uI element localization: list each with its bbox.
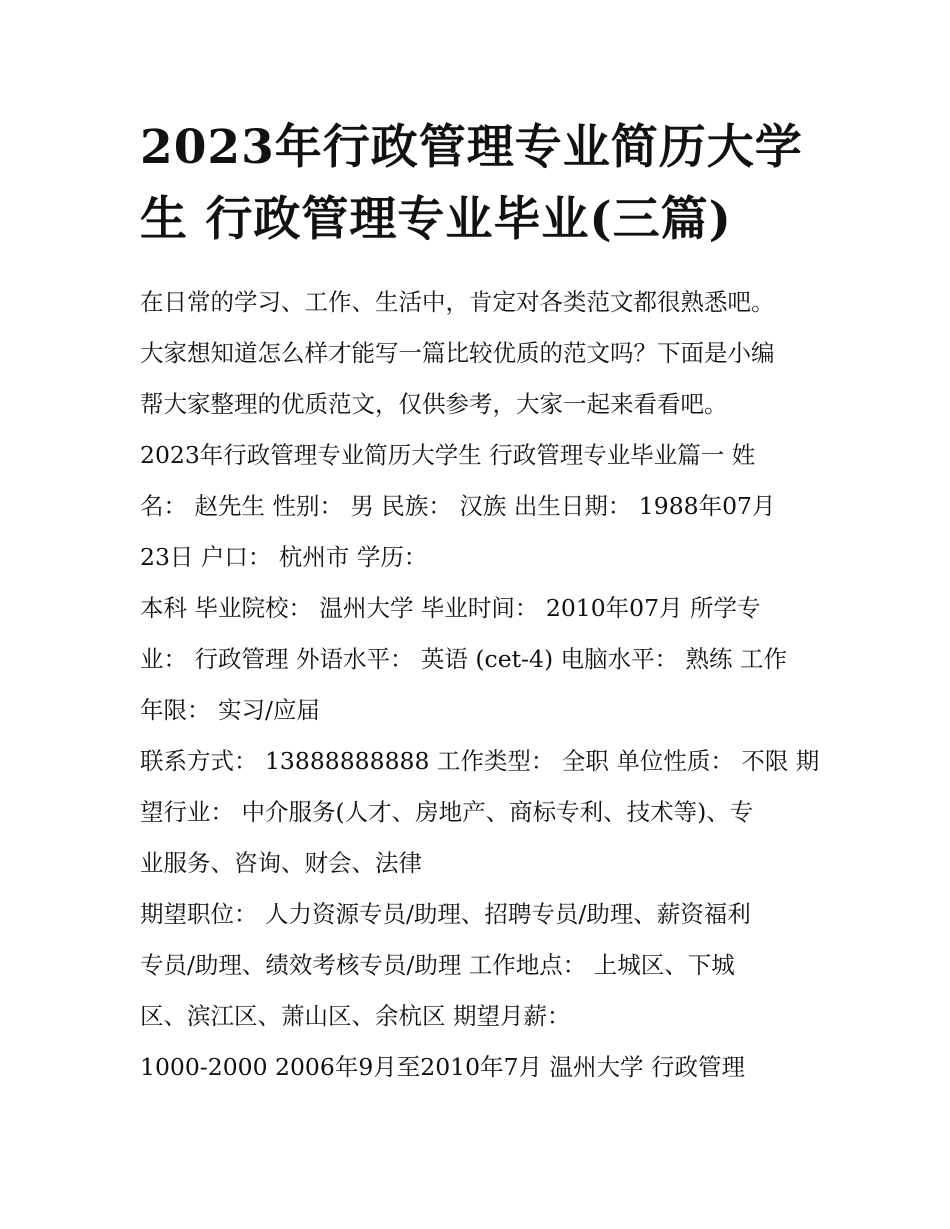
text-line: 区、滨江区、萧山区、余杭区 期望月薪： (140, 1002, 571, 1030)
text-line: 业服务、咨询、财会、法律 (140, 849, 422, 877)
text-line: 本科 毕业院校： 温州大学 毕业时间： 2010年07月 所学专 (140, 594, 761, 622)
text-line: 期望职位： 人力资源专员/助理、招聘专员/助理、薪资福利 (140, 900, 751, 928)
text-line: 望行业： 中介服务(人才、房地产、商标专利、技术等)、专 (140, 798, 754, 826)
text-line: 帮大家整理的优质范文，仅供参考，大家一起来看看吧。 (140, 390, 728, 418)
text-line: 大家想知道怎么样才能写一篇比较优质的范文吗？下面是小编 (140, 339, 775, 367)
text-line: 2023年行政管理专业简历大学生 行政管理专业毕业篇一 姓 (140, 441, 756, 469)
text-line: 1000-2000 2006年9月至2010年7月 温州大学 行政管理 (140, 1053, 745, 1081)
title-line-2: 生 行政管理专业毕业(三篇) (140, 192, 732, 247)
text-line: 联系方式： 13888888888 工作类型： 全职 单位性质： 不限 期 (140, 747, 820, 775)
text-line: 业： 行政管理 外语水平： 英语 (cet-4) 电脑水平： 熟练 工作 (140, 645, 788, 673)
text-line: 名： 赵先生 性别： 男 民族： 汉族 出生日期： 1988年07月 (140, 492, 776, 520)
text-line: 年限： 实习/应届 (140, 696, 320, 724)
text-line: 在日常的学习、工作、生活中，肯定对各类范文都很熟悉吧。 (140, 288, 775, 316)
document-body (140, 277, 830, 1093)
title-line-1: 2023年行政管理专业简历大学 (140, 120, 803, 175)
text-line: 专员/助理、绩效考核专员/助理 工作地点： 上城区、下城 (140, 951, 735, 979)
text-line: 23日 户口： 杭州市 学历： (140, 543, 428, 571)
document-title (140, 112, 830, 256)
